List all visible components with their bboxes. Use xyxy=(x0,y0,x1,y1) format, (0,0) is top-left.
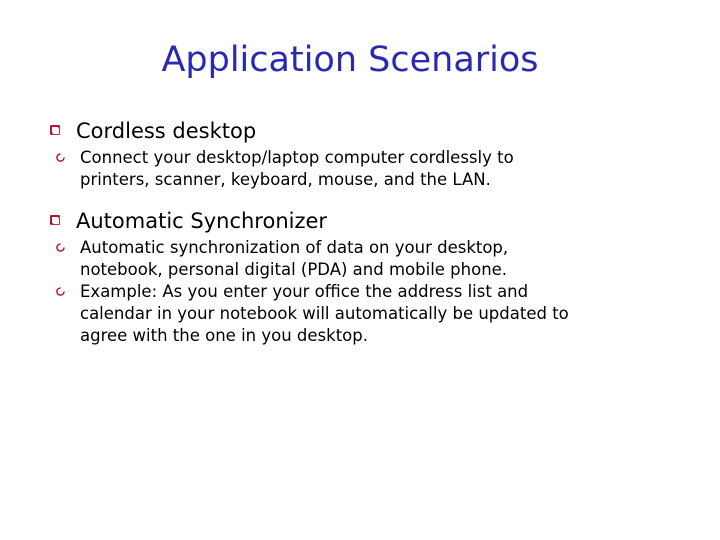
sub-bullet xyxy=(50,237,700,281)
sub-bullet-line: Connect your desktop/laptop computer cordlessly to xyxy=(80,148,514,167)
section-heading: Automatic Synchronizer xyxy=(76,209,328,233)
circle-open-bullet-icon xyxy=(56,153,65,162)
sub-bullet-line: agree with the one in you desktop. xyxy=(80,326,368,345)
sublist-container xyxy=(50,147,700,191)
circle-open-bullet-icon xyxy=(56,287,65,296)
square-open-bullet-icon xyxy=(50,125,60,135)
sub-bullet-line: notebook, personal digital (PDA) and mobile phone. xyxy=(80,260,508,279)
sub-bullet-line: Example: As you enter your office the address list and xyxy=(80,282,529,301)
sub-bullet-line: calendar in your notebook will automatically be updated to xyxy=(80,304,569,323)
bullet-cordless-desktop xyxy=(50,115,700,147)
sub-bullet-line: printers, scanner, keyboard, mouse, and the LAN. xyxy=(80,170,491,189)
square-open-bullet-icon xyxy=(50,215,60,225)
sub-bullet xyxy=(50,147,700,191)
bullet-list xyxy=(50,115,700,361)
slide-title: Application Scenarios xyxy=(161,40,539,80)
section-heading: Cordless desktop xyxy=(76,119,257,143)
bullet-automatic-synchronizer xyxy=(50,205,700,237)
sub-bullet xyxy=(50,281,700,347)
sub-bullet-line: Automatic synchronization of data on your desktop, xyxy=(80,238,509,257)
sublist-cordless-desktop xyxy=(50,147,700,191)
circle-open-bullet-icon xyxy=(56,243,65,252)
sublist-container xyxy=(50,237,700,347)
sublist-automatic-synchronizer xyxy=(50,237,700,347)
